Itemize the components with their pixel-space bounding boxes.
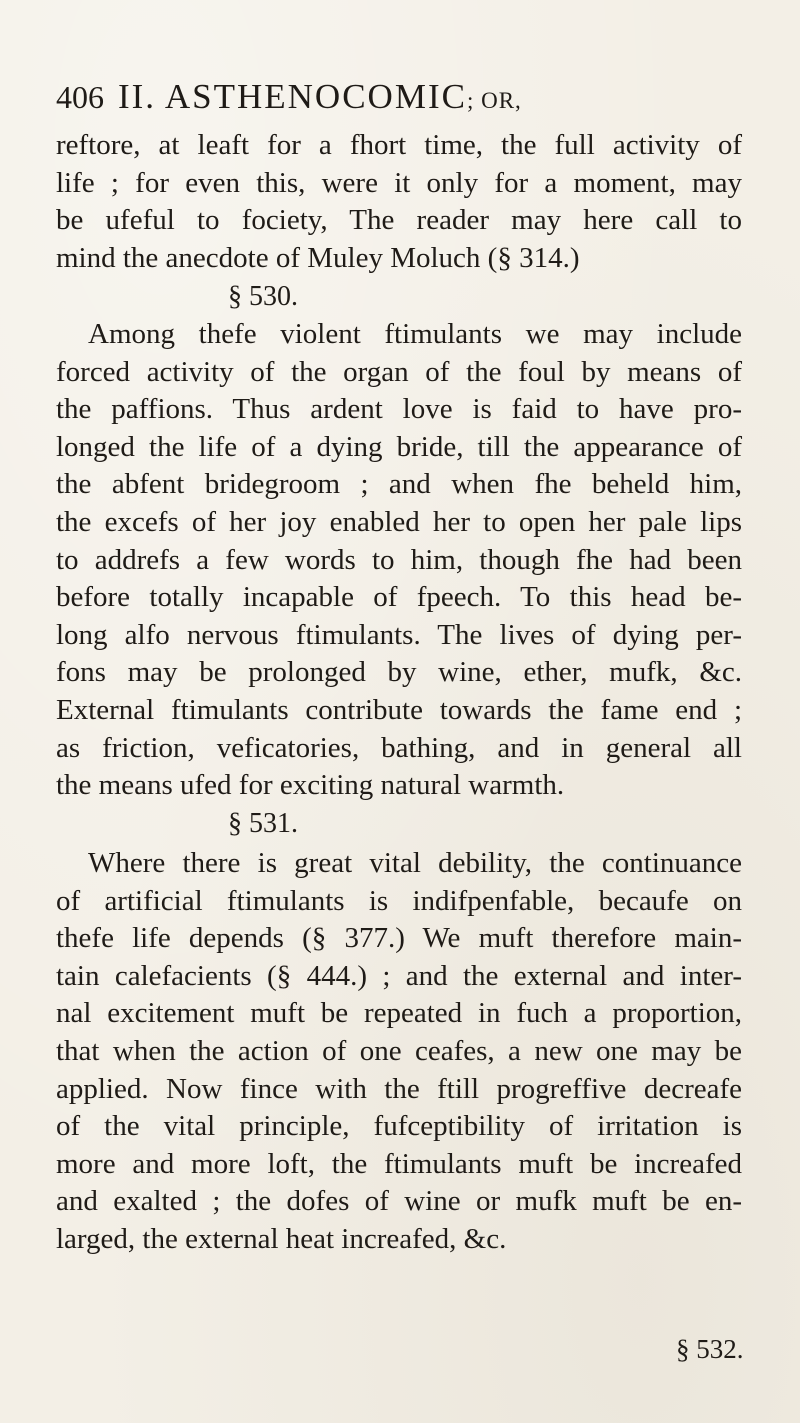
running-title: II. ASTHENOCOMIC [118, 77, 467, 116]
section-heading-531: § 531. [228, 808, 298, 839]
text-line: and exalted ; the dofes of wine or mufk muft be en- [56, 1185, 742, 1218]
running-title-tail: ; OR, [466, 88, 522, 113]
section-heading-530: § 530. [228, 281, 298, 312]
text-line: fons may be prolonged by wine, ether, mufk, &c. [56, 656, 742, 689]
text-line: the paffions. Thus ardent love is faid to have pro- [56, 393, 742, 426]
text-line: thefe life depends (§ 377.) We muft therefore main- [56, 922, 742, 955]
text-line: reftore, at leaft for a fhort time, the full activity of [56, 129, 742, 161]
page-number: 406 [56, 79, 104, 115]
text-line: of the vital principle, fufceptibility of irritation is [56, 1110, 742, 1143]
paragraph-continuation [56, 127, 742, 277]
text-line: be ufeful to fociety, The reader may here call to [56, 204, 742, 237]
running-header [56, 72, 756, 122]
text-line: forced activity of the organ of the foul by means of [56, 355, 742, 388]
text-line: life ; for even this, were it only for a moment, may [56, 166, 742, 199]
text-line: more and more loft, the ftimulants muft be increafed [56, 1147, 742, 1180]
text-line: nal excitement muft be repeated in fuch a proportion, [56, 997, 742, 1030]
text-line: applied. Now fince with the ftill progreffive decreafe [56, 1072, 742, 1105]
text-line: longed the life of a dying bride, till the appearance of [56, 430, 742, 463]
text-line: larged, the external heat increafed, &c. [56, 1222, 507, 1255]
text-line: the means ufed for exciting natural warmth. [56, 769, 565, 802]
text-line: long alfo nervous ftimulants. The lives of dying per- [56, 618, 742, 651]
paragraph-530 [56, 316, 742, 805]
text-line: Among thefe violent ftimulants we may include [88, 318, 742, 350]
text-line: mind the anecdote of Muley Moluch (§ 314.) [56, 241, 580, 274]
text-line: tain calefacients (§ 444.) ; and the external and inter- [56, 959, 742, 992]
text-line: of artificial ftimulants is indifpenfable, becaufe on [56, 884, 742, 917]
text-line: External ftimulants contribute towards the fame end ; [56, 693, 742, 726]
text-line: that when the action of one ceafes, a new one may be [56, 1034, 742, 1067]
catchword: § 532. [676, 1334, 744, 1364]
text-line: as friction, veficatories, bathing, and in general all [56, 731, 742, 764]
text-line: to addrefs a few words to him, though fhe had been [56, 543, 742, 576]
text-line: the abfent bridegroom ; and when fhe beheld him, [56, 468, 742, 501]
paragraph-531 [56, 845, 742, 1259]
text-line: before totally incapable of fpeech. To this head be- [56, 581, 742, 614]
text-line: the excefs of her joy enabled her to open her pale lips [56, 505, 742, 538]
text-line: Where there is great vital debility, the continuance [88, 847, 742, 879]
